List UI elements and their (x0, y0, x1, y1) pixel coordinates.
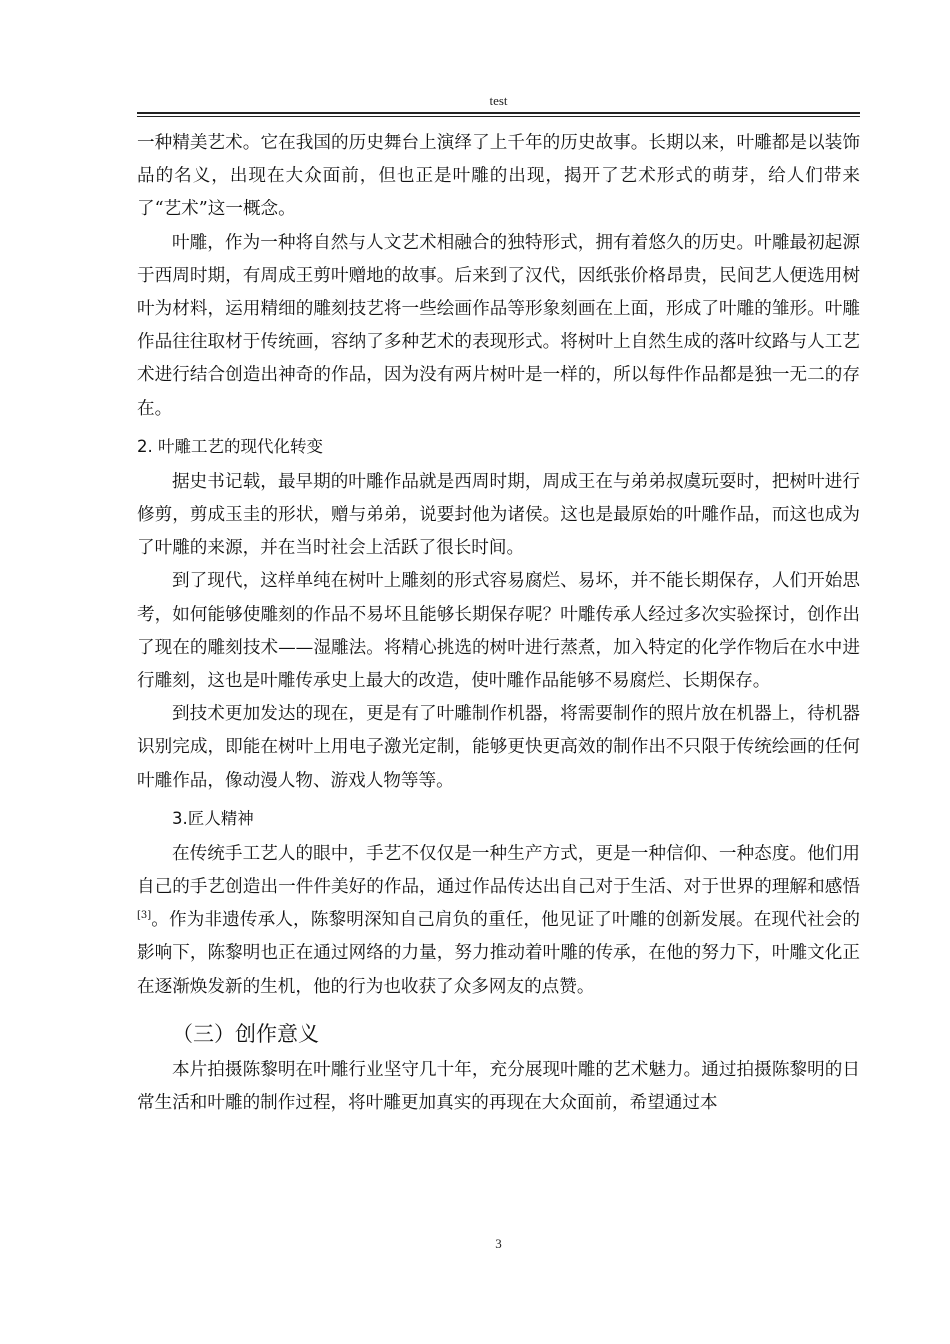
header-rule-thin (137, 116, 860, 117)
citation-ref[interactable]: [3] (137, 910, 152, 922)
page-header: test (489, 93, 508, 108)
paragraph-5: 到技术更加发达的现在，更是有了叶雕制作机器，将需要制作的照片放在机器上，待机器识别完成，即能在树叶上用电子激光定制，能够更快更高效的制作出不只限于传统绘画的任何叶雕作品，像动漫人物、游戏人物等等。 (137, 704, 860, 791)
paragraph-3: 据史书记载，最早期的叶雕作品就是西周时期，周成王在与弟弟叔虞玩耍时，把树叶进行修剪，剪成玉圭的形状，赠与弟弟，说要封他为诸侯。这也是最原始的叶雕作品，而这也成为了叶雕的来源，并在当时社会上活跃了很长时间。 (137, 471, 860, 559)
header-rule-thick (137, 112, 860, 114)
paragraph-4: 到了现代，这样单纯在树叶上雕刻的形式容易腐烂、易坏，并不能长期保存，人们开始思考，如何能够使雕刻的作品不易坏且能够长期保存呢？叶雕传承人经过多次实验探讨，创作出了现在的雕刻技术——湿雕法。将精心挑选的树叶进行蒸煮，加入特定的化学作物后在水中进行雕刻，这也是叶雕传承史上最大的改造，使叶雕作品能够不易腐烂、长期保存。 (137, 571, 860, 692)
paragraph-1: 一种精美艺术。它在我国的历史舞台上演绎了上千年的历史故事。长期以来，叶雕都是以装饰品的名义，出现在大众面前，但也正是叶雕的出现，揭开了艺术形式的萌芽，给人们带来了“艺术”这一概念。 (137, 133, 860, 220)
section-heading-modernization: 2. 叶雕工艺的现代化转变 (137, 436, 323, 456)
paragraph-6 (137, 838, 860, 1004)
section-heading-creative-significance: （三）创作意义 (172, 1021, 319, 1046)
document-body (137, 127, 860, 1120)
paragraph-6-part-2: 。作为非遗传承人，陈黎明深知自己肩负的重任，他见证了叶雕的创新发展。在现代社会的影响下，陈黎明也正在通过网络的力量，努力推动着叶雕的传承，在他的努力下，叶雕文化正在逐渐焕发新的生机，他的行为也收获了众多网友的点赞。 (137, 910, 860, 997)
page-number: 3 (495, 1236, 502, 1251)
paragraph-6-part-1: 在传统手工艺人的眼中，手艺不仅仅是一种生产方式，更是一种信仰、一种态度。他们用自己的手艺创造出一件件美好的作品，通过作品传达出自己对于生活、对于世界的理解和感悟 (137, 843, 860, 898)
section-heading-craftsman-spirit: 3.匠人精神 (172, 808, 254, 828)
paragraph-7: 本片拍摄陈黎明在叶雕行业坚守几十年，充分展现叶雕的艺术魅力。通过拍摄陈黎明的日常生活和叶雕的制作过程，将叶雕更加真实的再现在大众面前，希望通过本 (137, 1059, 860, 1114)
paragraph-2: 叶雕，作为一种将自然与人文艺术相融合的独特形式，拥有着悠久的历史。叶雕最初起源于西周时期，有周成王剪叶赠地的故事。后来到了汉代，因纸张价格昂贵，民间艺人便选用树叶为材料，运用精细的雕刻技艺将一些绘画作品等形象刻画在上面，形成了叶雕的雏形。叶雕作品往往取材于传统画，容纳了多种艺术的表现形式。将树叶上自然生成的落叶纹路与人工艺术进行结合创造出神奇的作品，因为没有两片树叶是一样的，所以每件作品都是独一无二的存在。 (137, 232, 860, 419)
